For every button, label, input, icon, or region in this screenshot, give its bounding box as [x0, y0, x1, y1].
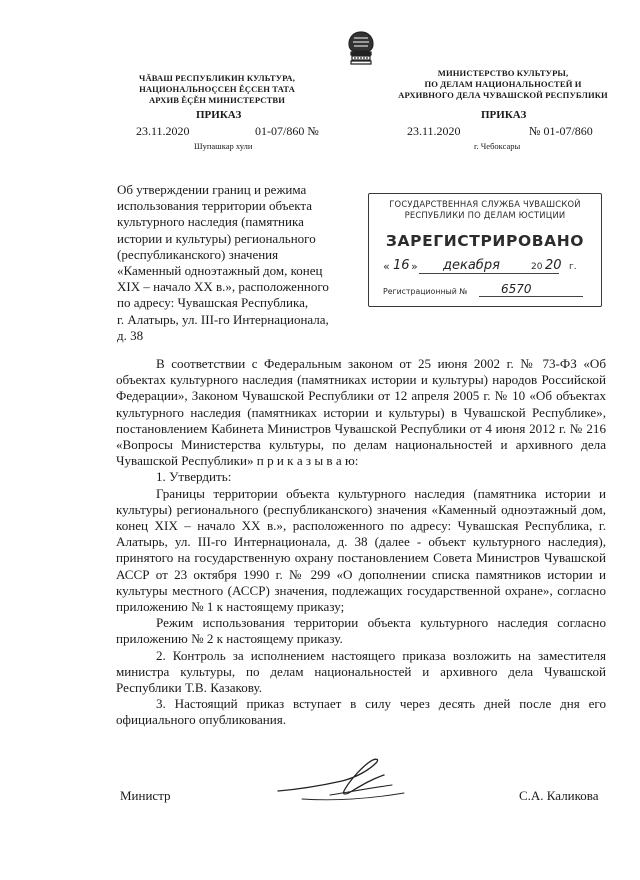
- order-city-left: Шупашкар хули: [194, 141, 253, 151]
- stamp-authority: [369, 199, 601, 221]
- order-title-right: ПРИКАЗ: [481, 109, 527, 121]
- stamp-authority-line: РЕСПУБЛИКИ ПО ДЕЛАМ ЮСТИЦИИ: [404, 210, 566, 220]
- subject-line: истории и культуры) регионального: [117, 230, 316, 246]
- stamp-month: декабря: [443, 258, 500, 273]
- body-paragraph: 1. Утвердить:: [156, 469, 232, 485]
- subject-line: «Каменный одноэтажный дом, конец: [117, 263, 323, 279]
- subject-line: культурного наследия (памятника: [117, 214, 304, 230]
- header-left-line: ЧĂВАШ РЕСПУБЛИКИН КУЛЬТУРА,: [139, 73, 295, 83]
- body-paragraph: Режим использования территории объекта культурного наследия согласно приложению № 2 к настоящему приказу.: [116, 615, 606, 647]
- stamp-reg-label: Регистрационный №: [383, 287, 468, 296]
- stamp-day: 16: [393, 258, 410, 273]
- stamp-reg-underline: [479, 296, 583, 297]
- header-left-line: НАЦИОНАЛЬНОÇСЕН ĚÇСЕН ТАТА: [139, 84, 295, 94]
- stamp-authority-line: ГОСУДАРСТВЕННАЯ СЛУЖБА ЧУВАШСКОЙ: [389, 199, 581, 209]
- order-title-left: ПРИКАЗ: [196, 109, 242, 121]
- stamp-date-open-quote: «: [383, 260, 390, 273]
- chuvash-emblem-icon: [344, 30, 378, 66]
- stamp-reg-number: 6570: [501, 282, 532, 296]
- subject-line: по адресу: Чувашская Республика,: [117, 295, 309, 311]
- ministry-name-russian: [392, 68, 614, 101]
- stamp-year-prefix: 20: [531, 262, 543, 272]
- stamp-date-underline: [419, 273, 559, 274]
- subject-line: Об утверждении границ и режима: [117, 182, 307, 197]
- subject-line: д. 38: [117, 327, 144, 343]
- subject-line: XIX – начало XX в.», расположенного: [117, 279, 329, 295]
- order-body: [116, 356, 606, 729]
- subject-line: использования территории объекта: [117, 198, 312, 214]
- ministry-name-chuvash: [122, 73, 312, 106]
- order-number-left: 01-07/860 №: [255, 124, 319, 138]
- body-paragraph: 2. Контроль за исполнением настоящего приказа возложить на заместителя министра культуры, по делам национальностей и архивного дела Чувашской Республики Т.В. Казакову.: [116, 647, 606, 696]
- header-right-line: МИНИСТЕРСТВО КУЛЬТУРЫ,: [437, 68, 569, 78]
- header-right-line: ПО ДЕЛАМ НАЦИОНАЛЬНОСТЕЙ И: [424, 79, 582, 89]
- stamp-date-close-quote: »: [411, 260, 418, 273]
- subject-line: (республиканского) значения: [117, 246, 279, 262]
- header-left-line: АРХИВ ĚÇĚН МИНИСТЕРСТВИ: [148, 95, 286, 105]
- handwritten-signature: [272, 755, 412, 805]
- signatory-name: С.А. Каликова: [519, 788, 599, 803]
- stamp-year: 20: [545, 258, 562, 273]
- stamp-registration: [383, 284, 593, 300]
- registration-stamp: [368, 193, 602, 307]
- order-city-right: г. Чебоксары: [474, 141, 521, 151]
- order-subject: [117, 182, 350, 344]
- order-date-left: 23.11.2020: [136, 124, 190, 138]
- subject-line: г. Алатырь, ул. III-го Интернационала,: [117, 311, 329, 327]
- stamp-year-suffix: г.: [569, 262, 577, 272]
- body-paragraph: 3. Настоящий приказ вступает в силу через десять дней после дня его официального опубликования.: [116, 696, 606, 728]
- stamp-registered: ЗАРЕГИСТРИРОВАНО: [385, 232, 585, 250]
- order-number-right: № 01-07/860: [529, 124, 593, 138]
- order-date-right: 23.11.2020: [407, 124, 461, 138]
- body-paragraph: В соответствии с Федеральным законом от 25 июня 2002 г. № 73-ФЗ «Об объектах культурного наследия (памятниках истории и культуры) народов Российской Федерации», Законом Чувашской Республики от 12 апреля 2005 г. № 10 «Об объектах культурного наследия (памятниках истории и культуры) в Чувашской Республике», постановлением Кабинета Министров Чувашской Республики от 4 июня 2012 г. № 216 «Вопросы Министерства культуры, по делам национальностей и архивного дела Чувашской Республики» п р и к а з ы в а ю:: [116, 356, 606, 469]
- body-paragraph: Границы территории объекта культурного наследия (памятника истории и культуры) регионального (республиканского) значения «Каменный одноэтажный дом, конец XIX – начало XX в.», расположенного по адресу: Чувашская Республика, г. Алатырь, ул. III-го Интернационала, д. 38 (далее - объект культурного наследия), принятого на государственную охрану постановлением Совета Министров Чувашской АССР от 23 октября 1990 г. № 299 «О дополнении списка памятников истории и культуры местного (АССР) значения, подлежащих государственной охране», согласно приложению № 1 к настоящему приказу;: [116, 485, 606, 615]
- header-right-line: АРХИВНОГО ДЕЛА ЧУВАШСКОЙ РЕСПУБЛИКИ: [398, 90, 608, 100]
- signatory-title: Министр: [120, 788, 171, 803]
- stamp-date: [383, 258, 593, 276]
